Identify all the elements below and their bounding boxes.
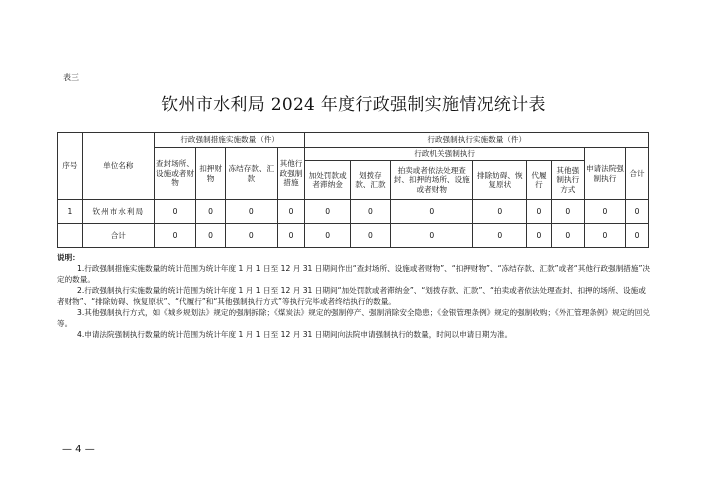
header-seq: 序号	[58, 133, 83, 200]
notes-label: 说明：	[57, 253, 80, 262]
statistics-table	[57, 132, 649, 248]
row-value: 0	[626, 224, 649, 248]
header-agency-remove: 排除妨碍、恢复原状	[473, 161, 527, 200]
table-row-total	[58, 224, 649, 248]
header-measure-other: 其他行政强制措施	[277, 148, 305, 200]
header-unit: 单位名称	[82, 133, 154, 200]
row-value: 0	[626, 200, 649, 224]
page-title: 钦州市水利局 2024 年度行政强制实施情况统计表	[161, 95, 546, 115]
table-tag: 表三	[63, 73, 79, 82]
header-agency-substitute: 代履行	[527, 161, 552, 200]
row-value: 0	[226, 200, 278, 224]
row-value: 0	[350, 224, 390, 248]
note-item: 4.申请法院强制执行数量的统计范围为统计年度 1 月 1 日至 12 月 31 日期间向法院申请强制执行的数量，时间以申请日期为准。	[77, 330, 513, 339]
row-value: 0	[391, 224, 473, 248]
page-number: — 4 —	[62, 444, 95, 455]
header-measure-seal: 查封场所、设施或者财物	[154, 148, 195, 200]
row-value: 0	[196, 200, 226, 224]
note-item: 1.行政强制措施实施数量的统计范围为统计年度 1 月 1 日至 12 月 31 日期间作出“查封场所、设施或者财物”、“扣押财物”、“冻结存款、汇款”或者“其他行政强制措施”决定的数量。	[57, 264, 651, 284]
row-value: 0	[350, 200, 390, 224]
row-value: 0	[226, 224, 278, 248]
header-measures-group: 行政强制措施实施数量（件）	[154, 133, 305, 148]
header-agency-other: 其他强制执行方式	[551, 161, 584, 200]
row-value: 0	[277, 224, 305, 248]
row-value: 0	[473, 200, 527, 224]
header-measure-freeze: 冻结存款、汇款	[226, 148, 278, 200]
row-value: 0	[277, 200, 305, 224]
row-value: 0	[391, 200, 473, 224]
row-unit: 合计	[82, 224, 154, 248]
row-value: 0	[527, 200, 552, 224]
row-value: 0	[305, 224, 350, 248]
row-seq	[58, 224, 83, 248]
note-item: 2.行政强制执行实施数量的统计范围为统计年度 1 月 1 日至 12 月 31 日期间“加处罚款或者滞纳金”、“划拨存款、汇款”、“拍卖或者依法处理查封、扣押的场所、设施或者财物”、“排除妨碍、恢复原状”、“代履行”和“其他强制执行方式”等执行完毕或者终结执行的数量。	[57, 286, 646, 306]
header-row-1	[58, 133, 649, 148]
header-court: 申请法院强制执行	[584, 148, 625, 200]
row-value: 0	[196, 224, 226, 248]
row-value: 0	[473, 224, 527, 248]
header-measure-detain: 扣押财物	[196, 148, 226, 200]
row-value: 0	[154, 224, 195, 248]
row-value: 0	[551, 224, 584, 248]
row-value: 0	[551, 200, 584, 224]
row-value: 0	[527, 224, 552, 248]
header-agency-fine: 加处罚款或者滞纳金	[305, 161, 350, 200]
header-execution-group: 行政强制执行实施数量（件）	[305, 133, 649, 148]
row-value: 0	[154, 200, 195, 224]
header-agency-transfer: 划拨存款、汇款	[350, 161, 390, 200]
notes-section	[57, 252, 652, 340]
header-agency-subgroup: 行政机关强制执行	[305, 148, 584, 161]
header-total: 合计	[626, 148, 649, 200]
row-value: 0	[305, 200, 350, 224]
table-row	[58, 200, 649, 224]
header-agency-auction: 拍卖或者依法处理查封、扣押的场所、设施或者财物	[391, 161, 473, 200]
row-seq: 1	[58, 200, 83, 224]
row-value: 0	[584, 200, 625, 224]
row-value: 0	[584, 224, 625, 248]
row-unit: 钦州市水利局	[82, 200, 154, 224]
note-item: 3.其他强制执行方式，如《城乡规划法》规定的强制拆除；《煤炭法》规定的强制停产、强制消除安全隐患；《金银管理条例》规定的强制收购；《外汇管理条例》规定的回兑等。	[57, 308, 650, 328]
